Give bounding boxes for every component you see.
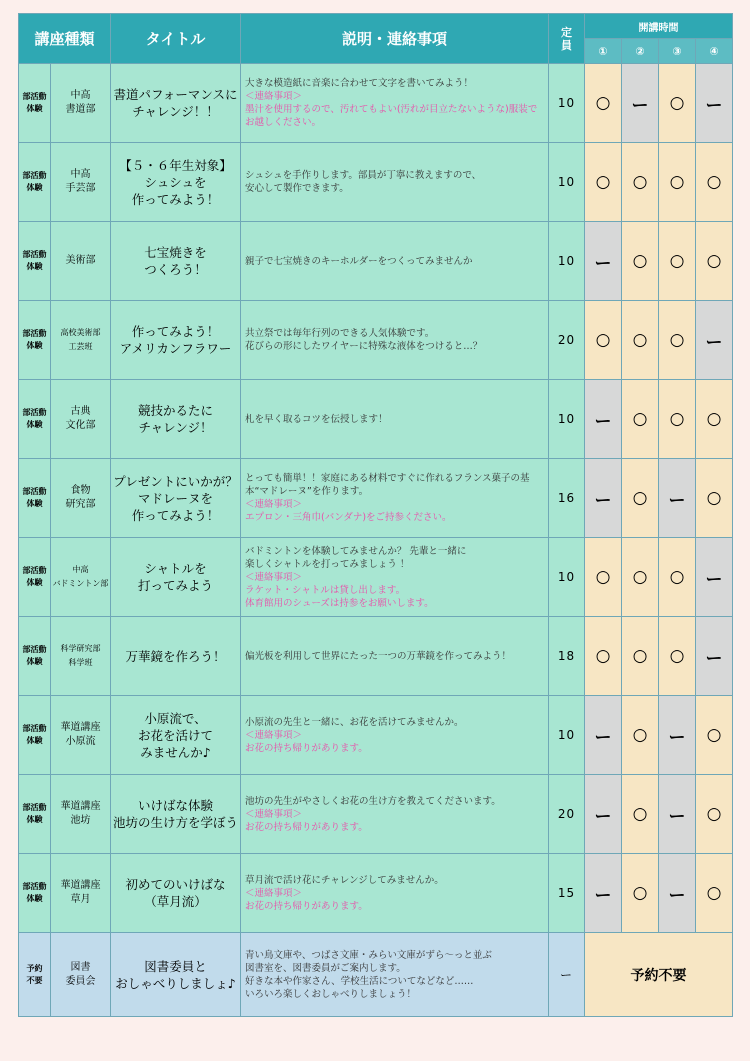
period-4-slot: ー [696, 64, 733, 143]
title-cell [111, 143, 241, 222]
course-title-line: つくろう！ [144, 262, 207, 277]
course-type-cell [19, 64, 51, 143]
description-text: 花びらの形にしたワイヤーに特殊な液体をつけると…？ [245, 341, 483, 352]
description-text: 偏光板を利用して世界にたった一つの万華鏡を作ってみよう！ [245, 650, 512, 662]
description-text: 草月流で活け花にチャレンジしてみませんか。 [245, 874, 444, 886]
period-1-slot: ○ [585, 64, 622, 143]
period-2-slot: ○ [622, 775, 659, 854]
course-type-line: 体験 [26, 499, 43, 508]
period-2-slot: ○ [622, 222, 659, 301]
course-title-line: いけばな体験 [138, 798, 214, 813]
title-cell [111, 380, 241, 459]
course-type-line: 部活動 [22, 408, 47, 417]
description-text: 安心して製作できます。 [245, 183, 349, 194]
title-cell [111, 538, 241, 617]
club-name-line: 工芸班 [68, 342, 93, 351]
club-cell [51, 64, 111, 143]
course-title-line: プレゼントにいかが？ [113, 473, 238, 489]
course-title-line: アメリカンフラワー [119, 341, 232, 356]
capacity-cell: 10 [549, 143, 585, 222]
period-1-slot: ○ [585, 301, 622, 380]
notice-text: ＜連絡事項＞ [245, 808, 303, 820]
period-3-slot: ー [659, 775, 696, 854]
course-type-cell [19, 459, 51, 538]
course-title-line: シャトルを [144, 561, 207, 576]
club-name-line: 中高 [70, 90, 91, 101]
description-cell [241, 538, 549, 617]
club-name-line: 委員会 [65, 975, 96, 987]
period-4-slot: ○ [696, 696, 733, 775]
period-4-slot: ー [696, 617, 733, 696]
club-cell [51, 301, 111, 380]
period-4-slot: ○ [696, 380, 733, 459]
capacity-cell: 20 [549, 301, 585, 380]
course-title-line: 作ってみよう！ [131, 507, 220, 523]
period-1-slot: ー [585, 222, 622, 301]
club-name-line: 書道部 [65, 104, 96, 115]
club-cell [51, 143, 111, 222]
course-type-line: 部活動 [22, 92, 47, 101]
period-1-slot: ー [585, 775, 622, 854]
period-1-slot: ○ [585, 143, 622, 222]
description-text: 札を早く取るコツを伝授します！ [245, 413, 388, 425]
description-text: バドミントンを体験してみませんか？ 先輩と一緒に [245, 545, 467, 557]
club-name-line: 中高 [72, 565, 89, 574]
course-type-cell [19, 854, 51, 933]
table-row [19, 775, 733, 854]
course-type-line: 予約 [26, 963, 43, 973]
course-title-line: 小原流で、 [144, 710, 207, 726]
club-cell [51, 459, 111, 538]
notice-text: ＜連絡事項＞ [245, 729, 303, 741]
club-name-line: 図書 [70, 961, 91, 973]
club-cell [51, 222, 111, 301]
club-name-line: 古典 [70, 406, 91, 417]
period-3-slot: ○ [659, 617, 696, 696]
course-type-line: 体験 [26, 578, 43, 587]
period-3-slot: ○ [659, 538, 696, 617]
course-title-line: 書道パフォーマンスに [113, 87, 238, 102]
header-type: 講座種類 [19, 14, 111, 64]
capacity-cell: ー [549, 933, 585, 1017]
header-capacity [549, 14, 585, 64]
period-4-slot: ○ [696, 459, 733, 538]
header-period-4: ④ [696, 39, 733, 64]
capacity-cell: 10 [549, 380, 585, 459]
description-cell [241, 775, 549, 854]
description-text: いろいろ楽しくおしゃべりしましょう！ [245, 988, 417, 1000]
course-title-line: 七宝焼きを [144, 245, 207, 260]
description-cell [241, 459, 549, 538]
club-name-line: 手芸部 [65, 183, 96, 194]
course-title-line: おしゃべりしましょ♪ [115, 975, 236, 991]
capacity-cell: 16 [549, 459, 585, 538]
description-text: シュシュを手作りします。部員が丁寧に教えますので、 [245, 170, 482, 181]
period-4-slot: ○ [696, 222, 733, 301]
title-cell [111, 64, 241, 143]
period-2-slot: ー [622, 64, 659, 143]
table-row [19, 380, 733, 459]
title-cell [111, 933, 241, 1017]
course-type-cell [19, 933, 51, 1017]
header-period-3: ③ [659, 39, 696, 64]
period-4-slot: ー [696, 538, 733, 617]
period-2-slot: ○ [622, 459, 659, 538]
course-title-line: （草月流） [144, 894, 207, 909]
course-type-line: 部活動 [22, 645, 47, 654]
course-type-line: 体験 [26, 657, 43, 666]
notice-text: 体育館用のシューズは持参をお願いします。 [245, 597, 434, 609]
period-1-slot: ○ [585, 538, 622, 617]
course-title-line: 池坊の生け方を学ぼう [113, 815, 239, 830]
club-name-line: 中高 [70, 169, 91, 180]
course-type-line: 体験 [26, 262, 43, 271]
course-type-line: 体験 [26, 183, 43, 192]
club-cell [51, 617, 111, 696]
course-type-cell [19, 380, 51, 459]
notice-text: エプロン・三角巾(バンダナ)をご持参ください。 [245, 512, 452, 523]
description-text: 親子で七宝焼きのキーホルダーをつくってみませんか [245, 255, 473, 267]
no-reservation-cell: 予約不要 [585, 933, 733, 1017]
club-name-line: 美術部 [65, 255, 96, 266]
course-type-line: 部活動 [22, 250, 47, 259]
course-type-line: 体験 [26, 736, 43, 745]
description-cell [241, 696, 549, 775]
course-type-line: 体験 [26, 341, 43, 350]
title-cell [111, 775, 241, 854]
table-row [19, 301, 733, 380]
description-text: 青い鳥文庫や、つばさ文庫・みらい文庫がずら～っと並ぶ [245, 949, 492, 961]
course-title-line: 作ってみよう！ [131, 324, 220, 339]
table-row [19, 854, 733, 933]
period-3-slot: ○ [659, 64, 696, 143]
capacity-cell: 10 [549, 222, 585, 301]
description-cell [241, 64, 549, 143]
course-type-cell [19, 538, 51, 617]
course-title-line: チャレンジ！！ [132, 104, 219, 119]
description-text: とっても簡単！！家庭にある材料ですぐに作れるフランス菓子の基本“マドレーヌ”を作ります。 [245, 473, 530, 497]
table-row [19, 459, 733, 538]
club-cell [51, 933, 111, 1017]
period-3-slot: ○ [659, 222, 696, 301]
description-text: 楽しくシャトルを打ってみましょう ！ [245, 558, 410, 570]
capacity-cell: 10 [549, 696, 585, 775]
club-name-line: 華道講座 [60, 880, 101, 891]
description-text: 図書室を、図書委員がご案内します。 [245, 962, 406, 974]
capacity-cell: 20 [549, 775, 585, 854]
course-title-line: 作ってみよう！ [131, 191, 220, 207]
course-title-line: チャレンジ！ [138, 420, 213, 435]
description-cell [241, 222, 549, 301]
description-text: 大きな模造紙に音楽に合わせて文字を書いてみよう！ [245, 78, 474, 89]
title-cell [111, 459, 241, 538]
club-name-line: 科学研究部 [60, 644, 101, 653]
course-type-cell [19, 143, 51, 222]
period-1-slot: ー [585, 854, 622, 933]
club-cell [51, 696, 111, 775]
period-2-slot: ○ [622, 380, 659, 459]
capacity-cell: 18 [549, 617, 585, 696]
course-type-line: 体験 [26, 894, 43, 903]
title-cell [111, 696, 241, 775]
club-name-line: 科学班 [68, 658, 93, 667]
club-name-line: 池坊 [70, 815, 91, 826]
capacity-cell: 15 [549, 854, 585, 933]
course-type-line: 部活動 [22, 803, 47, 812]
period-3-slot: ○ [659, 380, 696, 459]
schedule-table [18, 13, 733, 1017]
course-title-line: 図書委員と [144, 958, 207, 974]
course-type-line: 部活動 [22, 724, 47, 733]
description-text: 小原流の先生と一緒に、お花を活けてみませんか。 [245, 716, 464, 728]
course-title-line: 打ってみよう [138, 578, 214, 593]
notice-text: ＜連絡事項＞ [245, 499, 303, 510]
course-type-line: 不要 [26, 975, 43, 985]
period-2-slot: ○ [622, 854, 659, 933]
notice-text: ラケット・シャトルは貸し出します。 [245, 584, 406, 596]
club-name-line: 華道講座 [60, 722, 101, 733]
course-title-line: 【５・６年生対象】 [119, 157, 232, 173]
club-name-line: 文化部 [65, 420, 96, 431]
period-4-slot: ー [696, 301, 733, 380]
header-description: 説明・連絡事項 [241, 14, 549, 64]
period-3-slot: ○ [659, 143, 696, 222]
table-row [19, 538, 733, 617]
period-1-slot: ー [585, 696, 622, 775]
course-type-line: 部活動 [22, 487, 47, 496]
course-title-line: 万華鏡を作ろう！ [125, 648, 226, 664]
course-type-line: 部活動 [22, 171, 47, 180]
club-name-line: 草月 [70, 894, 91, 905]
course-type-cell [19, 222, 51, 301]
period-1-slot: ー [585, 380, 622, 459]
period-4-slot: ○ [696, 143, 733, 222]
title-cell [111, 854, 241, 933]
course-type-cell [19, 617, 51, 696]
period-2-slot: ○ [622, 301, 659, 380]
notice-text: お花の持ち帰りがあります。 [245, 742, 368, 754]
club-name-line: 華道講座 [60, 801, 101, 812]
course-title-line: シュシュを [144, 174, 207, 190]
description-text: 池坊の先生がやさしくお花の生け方を教えてくださいます。 [245, 795, 501, 807]
club-cell [51, 538, 111, 617]
club-cell [51, 380, 111, 459]
club-cell [51, 775, 111, 854]
notice-text: お花の持ち帰りがあります。 [245, 821, 368, 833]
club-cell [51, 854, 111, 933]
course-type-cell [19, 301, 51, 380]
period-2-slot: ○ [622, 538, 659, 617]
title-cell [111, 617, 241, 696]
description-cell [241, 301, 549, 380]
table-row [19, 696, 733, 775]
course-title-line: マドレーヌを [138, 490, 214, 506]
course-type-cell [19, 696, 51, 775]
table-row [19, 617, 733, 696]
period-1-slot: ○ [585, 617, 622, 696]
description-text: 共立祭では毎年行列のできる人気体験です。 [245, 328, 435, 339]
period-3-slot: ○ [659, 301, 696, 380]
table-row [19, 222, 733, 301]
header-schedule: 開講時間 [585, 14, 733, 39]
club-name-line: 小原流 [65, 736, 96, 747]
table-row [19, 64, 733, 143]
description-text: 好きな本や作家さん、学校生活についてなどなど…… [245, 975, 474, 987]
course-type-line: 体験 [26, 104, 43, 113]
description-cell [241, 143, 549, 222]
description-cell [241, 617, 549, 696]
period-4-slot: ○ [696, 854, 733, 933]
course-type-line: 部活動 [22, 882, 47, 891]
capacity-cell: 10 [549, 64, 585, 143]
notice-text: お花の持ち帰りがあります。 [245, 900, 368, 912]
course-type-cell [19, 775, 51, 854]
course-title-line: お花を活けて [138, 727, 214, 743]
period-2-slot: ○ [622, 143, 659, 222]
course-type-line: 体験 [26, 815, 43, 824]
period-1-slot: ー [585, 459, 622, 538]
description-cell [241, 854, 549, 933]
period-4-slot: ○ [696, 775, 733, 854]
course-type-line: 部活動 [22, 329, 47, 338]
title-cell [111, 301, 241, 380]
period-3-slot: ー [659, 696, 696, 775]
course-title-line: 初めてのいけばな [125, 877, 226, 892]
course-title-line: 競技かるたに [138, 403, 214, 418]
header-period-1: ① [585, 39, 622, 64]
title-cell [111, 222, 241, 301]
period-3-slot: ー [659, 854, 696, 933]
description-cell [241, 380, 549, 459]
club-name-line: 研究部 [65, 499, 96, 510]
period-3-slot: ー [659, 459, 696, 538]
table-row [19, 143, 733, 222]
club-name-line: 食物 [70, 485, 91, 496]
course-type-line: 体験 [26, 420, 43, 429]
notice-text: ＜連絡事項＞ [245, 91, 303, 102]
capacity-header-text: 定 員 [561, 25, 573, 52]
notice-text: 墨汁を使用するので、汚れてもよい(汚れが目立たないような)服装でお越しください。 [245, 104, 538, 128]
header-period-2: ② [622, 39, 659, 64]
header-title: タイトル [111, 14, 241, 64]
course-title-line: みませんか♪ [140, 744, 211, 760]
capacity-cell: 10 [549, 538, 585, 617]
notice-text: ＜連絡事項＞ [245, 887, 303, 899]
reservation-row [19, 933, 733, 1017]
period-2-slot: ○ [622, 617, 659, 696]
club-name-line: バドミントン部 [52, 579, 109, 588]
course-type-line: 部活動 [22, 566, 47, 575]
description-cell [241, 933, 549, 1017]
notice-text: ＜連絡事項＞ [245, 571, 303, 583]
club-name-line: 高校美術部 [60, 328, 101, 337]
period-2-slot: ○ [622, 696, 659, 775]
